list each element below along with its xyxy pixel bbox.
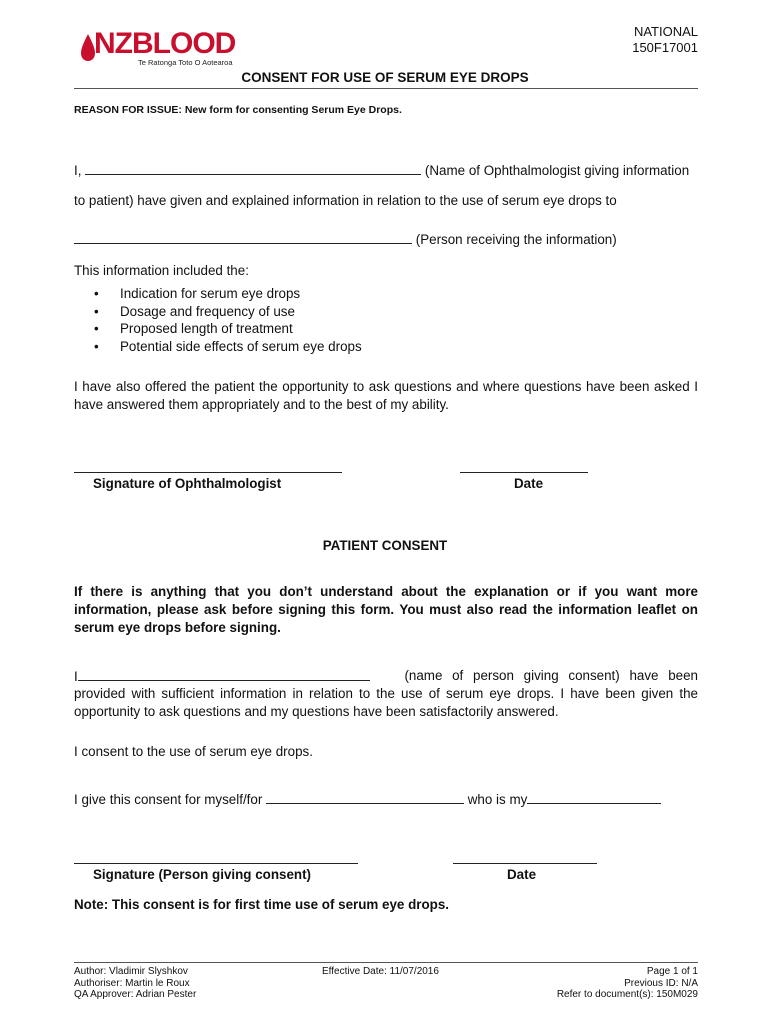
patient-consent-heading: PATIENT CONSENT	[322, 538, 448, 553]
list-item: • Dosage and frequency of use	[74, 303, 574, 321]
logo-tagline: Te Ratonga Toto O Aotearoa	[138, 58, 233, 67]
ophthalmologist-name-field[interactable]	[85, 161, 421, 175]
information-intro: This information included the:	[74, 263, 249, 278]
relationship-field[interactable]	[527, 790, 661, 804]
document-id-block	[632, 24, 698, 56]
footer-authors	[74, 966, 196, 1001]
consent-person-name-field[interactable]	[78, 667, 370, 681]
ophthalmologist-date-line[interactable]	[460, 472, 588, 473]
consent-name-line	[74, 667, 698, 686]
patient-date-line[interactable]	[453, 863, 597, 864]
patient-date-label: Date	[507, 867, 537, 882]
who-is-my-label: who is my	[467, 792, 528, 807]
i-prefix: I	[74, 669, 78, 684]
consent-for-person-field[interactable]	[266, 790, 464, 804]
questions-paragraph: I have also offered the patient the opportunity to ask questions and where questions have been asked I have answered them appropriately and to the best of my ability.	[74, 379, 698, 412]
ophthalmologist-name-line	[74, 161, 714, 180]
footer-qa-approver: QA Approver: Adrian Pester	[74, 989, 197, 1000]
patient-signature-label: Signature (Person giving consent)	[93, 867, 311, 882]
person-receiving-line	[74, 230, 714, 249]
footer-refer-to: Refer to document(s): 150M029	[556, 989, 698, 1000]
footer-authoriser: Authoriser: Martin le Roux	[74, 977, 190, 989]
nzblood-logo-graphic	[80, 26, 250, 68]
form-code: 150F17001	[632, 40, 698, 55]
logo-wordmark: NZBLOOD	[94, 27, 236, 60]
ophthalmologist-signature-label: Signature of Ophthalmologist	[93, 476, 282, 491]
information-list	[74, 285, 574, 355]
title-divider	[74, 88, 698, 89]
consent-name-hint: (name of person giving consent) have been	[404, 668, 698, 683]
ophthalmologist-signature-line[interactable]	[74, 472, 342, 473]
footer-previous-id: Previous ID: N/A	[624, 977, 698, 989]
page-title: CONSENT FOR USE OF SERUM EYE DROPS	[241, 70, 529, 85]
footer-divider	[74, 962, 698, 963]
person-receiving-field[interactable]	[74, 230, 412, 244]
reason-for-issue: REASON FOR ISSUE: New form for consenting Serum Eye Drops.	[74, 104, 402, 116]
patient-signature-line[interactable]	[74, 863, 358, 864]
list-item: • Indication for serum eye drops	[74, 285, 574, 303]
patient-warning: If there is anything that you don’t understand about the explanation or if you want more information, please ask before signing this form. You must also read the information leaflet on serum eye drops before signing.	[74, 584, 698, 635]
consent-paragraph: provided with sufficient information in relation to the use of serum eye drops. I have been given the opportunity to ask questions and my questions have been satisfactorily answered.	[74, 686, 698, 719]
footer-author: Author: Vladimir Slyshkov	[74, 966, 188, 977]
national-label: NATIONAL	[633, 24, 698, 39]
footer-page-number: Page 1 of 1	[646, 966, 698, 977]
footer-effective-date: Effective Date: 11/07/2016	[322, 966, 439, 977]
ophthalmologist-date-label: Date	[514, 476, 544, 491]
explanation-line: to patient) have given and explained information in relation to the use of serum eye drops to	[74, 193, 617, 208]
ophthalmologist-name-hint: (Name of Ophthalmologist giving information	[424, 163, 690, 178]
list-item: • Proposed length of treatment	[74, 320, 574, 338]
consent-for-line	[74, 790, 714, 809]
list-item: • Potential side effects of serum eye drops	[74, 338, 574, 356]
consent-for-prefix: I give this consent for myself/for	[74, 792, 263, 807]
consent-statement: I consent to the use of serum eye drops.	[74, 744, 313, 759]
footer-page-info	[557, 966, 698, 1001]
i-prefix: I,	[74, 163, 82, 178]
nzblood-logo	[80, 26, 250, 68]
first-time-use-note: Note: This consent is for first time use of serum eye drops.	[74, 897, 450, 912]
person-receiving-hint: (Person receiving the information)	[415, 232, 617, 247]
